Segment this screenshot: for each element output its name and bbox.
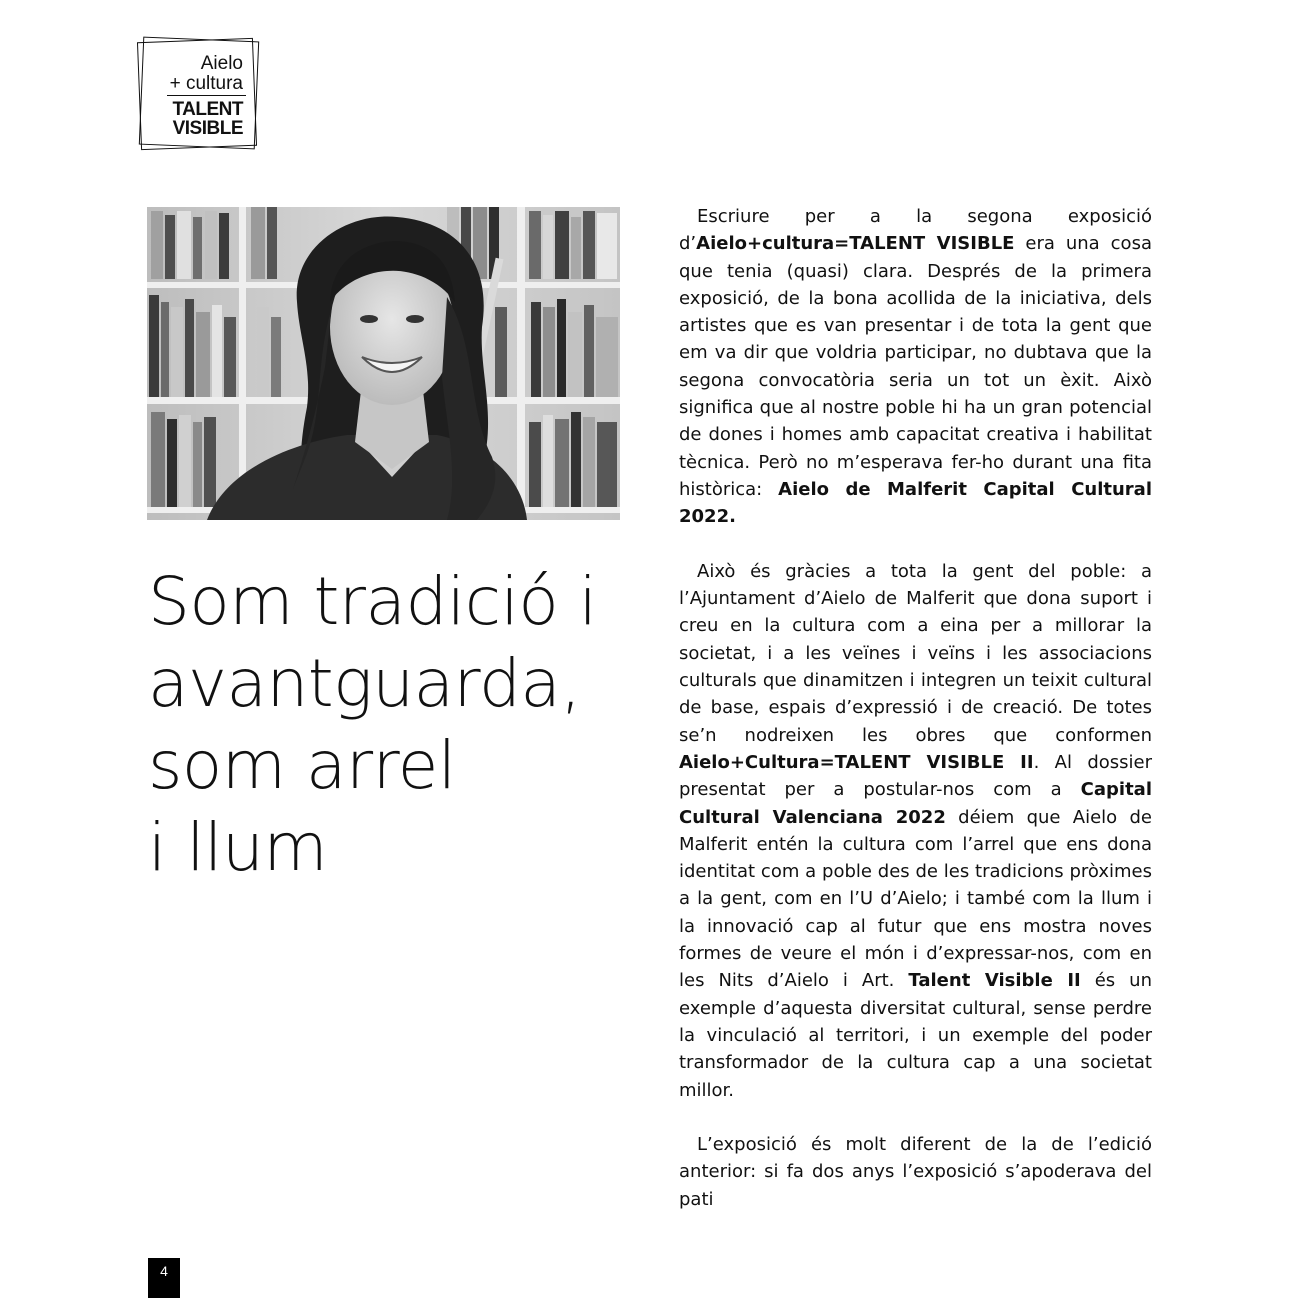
logo-text-cultura: + cultura: [169, 73, 243, 94]
logo-text-talent: TALENT: [172, 99, 243, 120]
text-run: Escriure per a la segona exposició d’: [679, 206, 1152, 255]
logo-text-aielo: Aielo: [200, 53, 243, 74]
paragraph: [679, 1131, 1152, 1213]
logo-text-visible: VISIBLE: [172, 118, 243, 139]
text-run: era una cosa que tenia (quasi) clara. Després de la primera exposició, de la bona acollida de la iniciativa, dels artistes que es van presentar i de tota la gent que em va dir que voldria participar, no dubtava que la segona convocatòria seria un tot un èxit. Això significa que al nostre poble hi ha un gran potencial de dones i homes amb capacitat creativa i habilitat tècnica. Però no m’esperava fer-ho durant una fita històrica:: [679, 233, 1152, 500]
article-body: [679, 203, 1152, 1240]
text-run: Això és gràcies a tota la gent del poble: a l’Ajuntament d’Aielo de Malferit que dona suport i creu en la cultura com a eina per a millorar la societat, i a les veïnes i veïns i les associacions culturals que dinamitzen i integren un teixit cultural de base, espais d’expressió i de creació. De totes se’n nodreixen les obres que conformen: [679, 560, 1152, 746]
paragraph: [679, 203, 1152, 531]
bold-text-run: Talent Visible II: [908, 970, 1081, 992]
bold-text-run: Aielo+Cultura=TALENT VISIBLE II: [679, 751, 1034, 773]
text-run: déiem que Aielo de Malferit entén la cultura com l’arrel que ens dona identitat com a poble des de les tradicions pròximes a la gent, com en l’U d’Aielo; i també com la llum i la innovació cap al futur que ens mostra noves formes de veure el món i d’expressar-nos, com en les Nits d’Aielo i Art.: [679, 806, 1152, 992]
text-run: . Al dossier presentat per a postular-nos com a: [679, 751, 1152, 801]
headline-line: avantguarda,: [148, 645, 581, 722]
paragraph: [679, 558, 1152, 1104]
bold-text-run: Capital Cultural Valenciana 2022: [679, 779, 1152, 828]
headline: [148, 561, 628, 889]
talent-visible-logo: [137, 36, 261, 152]
logo-rule: [167, 95, 246, 96]
text-run: L’exposició és molt diferent de la de l’edició anterior: si fa dos anys l’exposició s’apoderava del pati: [679, 1134, 1152, 1210]
headline-line: som arrel: [148, 727, 456, 804]
bold-text-run: Aielo de Malferit Capital Cultural 2022.: [679, 478, 1152, 528]
text-run: és un exemple d’aquesta diversitat cultural, sense perdre la vinculació al territori, i un exemple del poder transformador de la cultura cap a una societat millor.: [679, 970, 1153, 1101]
headline-line: i llum: [148, 809, 328, 886]
portrait-photo: [147, 207, 620, 520]
headline-line: Som tradició i: [148, 563, 597, 640]
page-number: 4: [148, 1258, 180, 1298]
bold-text-run: Aielo+cultura=TALENT VISIBLE: [696, 233, 1015, 255]
